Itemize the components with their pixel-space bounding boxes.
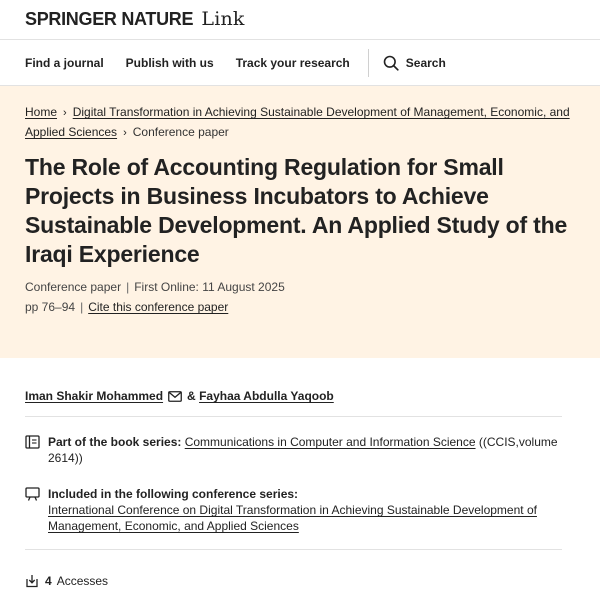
divider [25, 549, 562, 550]
main-nav [0, 40, 600, 86]
download-icon [25, 574, 39, 588]
book-series-label: Part of the book series: [48, 435, 182, 449]
brand-name: SPRINGER NATURE [25, 9, 194, 29]
page-range: pp 76–94 [25, 300, 76, 314]
meta-separator: | [126, 280, 130, 294]
search-icon [383, 55, 399, 71]
author-link[interactable]: Fayhaa Abdulla Yaqoob [199, 389, 334, 403]
author-list [0, 358, 600, 414]
divider [25, 416, 562, 417]
first-online: First Online: 11 August 2025 [134, 280, 285, 294]
book-series-volume: ((CCIS,volume 2614)) [48, 435, 558, 465]
breadcrumb-book[interactable]: Digital Transformation in Achieving Sustainable Development of Management, Economic, and Applied Sciences [25, 105, 570, 139]
author-link[interactable]: Iman Shakir Mohammed [25, 389, 164, 403]
search-label: Search [405, 55, 446, 70]
mail-icon[interactable] [168, 391, 182, 402]
conference-series-link[interactable]: International Conference on Digital Transformation in Achieving Sustainable Development of Management, Economic, and Applied Sciences [48, 503, 537, 533]
nav-publish-with-us[interactable]: Publish with us [125, 55, 214, 70]
book-series-block [0, 434, 600, 466]
meta-separator: | [80, 300, 84, 314]
accesses-count: 4 [45, 574, 52, 588]
breadcrumb-home[interactable]: Home [25, 105, 58, 119]
book-series-link[interactable]: Communications in Computer and Information Science [184, 435, 476, 449]
nav-track-research[interactable]: Track your research [235, 55, 350, 70]
brand-suffix: Link [201, 8, 245, 30]
article-title: The Role of Accounting Regulation for Small Projects in Business Incubators to Achieve Sustainable Development. An Applied Study of the Iraqi Experience [25, 154, 568, 267]
article-meta [25, 277, 575, 317]
book-icon [25, 435, 40, 449]
chevron-right-icon: › [123, 127, 127, 139]
author-join: & [187, 389, 196, 403]
accesses-label: Accesses [56, 574, 109, 588]
chevron-right-icon: › [63, 107, 67, 119]
conference-series-block [0, 486, 600, 534]
search-button[interactable] [383, 55, 446, 71]
breadcrumb [25, 103, 575, 143]
cite-link[interactable]: Cite this conference paper [88, 300, 229, 314]
breadcrumb-current: Conference paper [132, 125, 229, 139]
nav-find-journal[interactable]: Find a journal [25, 55, 104, 70]
article-hero [0, 86, 600, 358]
springer-nature-link-logo[interactable] [25, 8, 245, 30]
nav-divider [368, 49, 369, 77]
conference-series-label: Included in the following conference series: [48, 487, 299, 501]
site-header [0, 0, 600, 40]
article-type: Conference paper [25, 280, 122, 294]
presentation-icon [25, 487, 40, 501]
accesses-metric [25, 574, 108, 588]
